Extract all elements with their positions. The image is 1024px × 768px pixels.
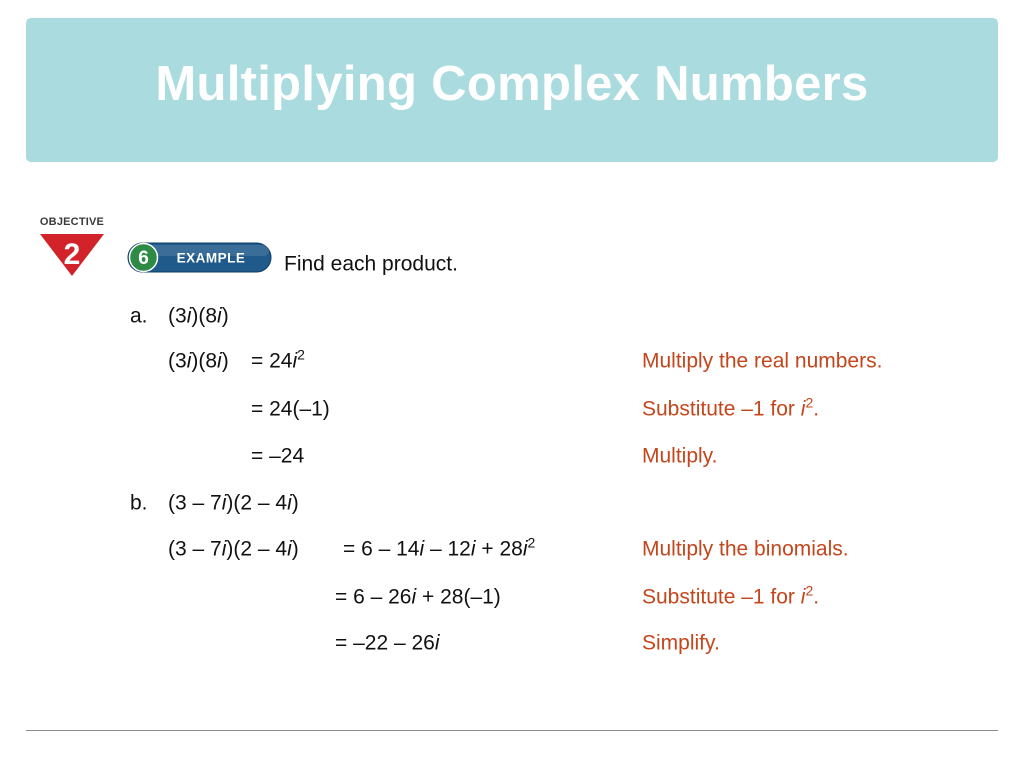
- part-a-step3-expr: = –24: [251, 444, 305, 468]
- part-a-marker: a.: [130, 304, 148, 328]
- part-b-step3-note: Simplify.: [642, 631, 720, 655]
- example-number: 6: [138, 248, 149, 269]
- example-label: EXAMPLE: [176, 250, 246, 266]
- part-b-step1-note: Multiply the binomials.: [642, 537, 849, 561]
- part-a-step3-note: Multiply.: [642, 444, 718, 468]
- part-b-step3-expr: = –22 – 26i: [335, 631, 440, 655]
- instruction-text: Find each product.: [284, 252, 458, 276]
- objective-triangle-icon: [36, 230, 108, 278]
- part-b-marker: b.: [130, 491, 148, 515]
- part-a-step1-note: Multiply the real numbers.: [642, 349, 883, 373]
- part-b-step2-note: Substitute –1 for $i^2$.: [642, 582, 820, 609]
- part-b-step2-expr: = 6 – 26i + 28(–1): [335, 585, 501, 609]
- part-a-step2-note: Substitute –1 for $i^2$.: [642, 394, 820, 421]
- part-b-step1-left: (3 – 7i)(2 – 4i): [168, 537, 299, 561]
- objective-number: 2: [63, 238, 81, 271]
- objective-marker: [36, 216, 108, 278]
- bottom-divider: [26, 730, 998, 731]
- title-bar: [26, 18, 998, 162]
- part-b-problem: (3 – 7i)(2 – 4i): [168, 491, 299, 515]
- example-badge: [127, 241, 272, 274]
- part-a-problem: (3i)(8i): [168, 304, 229, 328]
- slide-title: Multiplying Complex Numbers: [155, 57, 869, 111]
- part-b-step1-expr: = $6 - 14i - 12i + 28i^2$: [343, 534, 536, 561]
- objective-label: OBJECTIVE: [39, 216, 105, 228]
- part-a-step1-left: (3i)(8i): [168, 349, 229, 373]
- part-a-step2-expr: = 24(–1): [251, 397, 330, 421]
- part-a-step1-expr: = $24i^2$: [251, 346, 305, 373]
